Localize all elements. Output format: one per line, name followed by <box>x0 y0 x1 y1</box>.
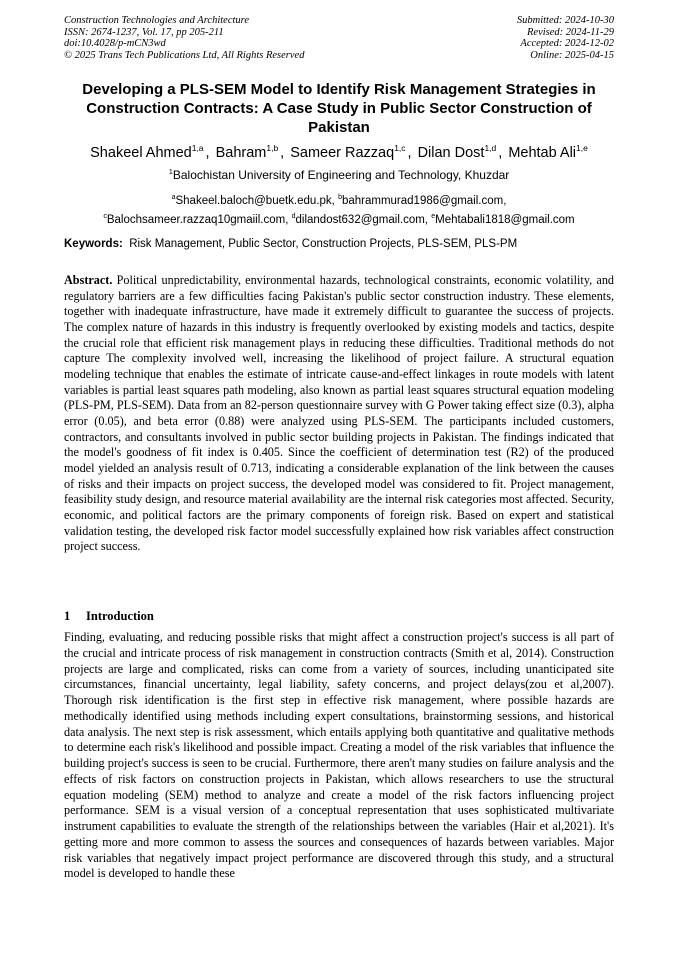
email[interactable] <box>172 195 335 207</box>
author-name: Mehtab Ali <box>508 144 577 161</box>
email[interactable] <box>292 214 428 226</box>
author-affil-mark: 1,b <box>266 143 279 153</box>
email-address[interactable]: bahrammurad1986@gmail.com, <box>341 194 507 207</box>
author-name: Shakeel Ahmed <box>90 144 192 161</box>
email-mark: e <box>431 212 436 220</box>
revised-date: Revised: 2024-11-29 <box>527 26 614 38</box>
email-address[interactable]: dilandost632@gmail.com, <box>295 213 428 226</box>
author-name: Bahram <box>215 144 267 161</box>
email[interactable] <box>338 195 506 207</box>
author <box>216 145 279 161</box>
section-number: 1 <box>64 609 71 623</box>
author <box>290 145 405 161</box>
keywords <box>64 238 619 250</box>
doi[interactable]: doi:10.4028/p-mCN3wd <box>64 38 166 50</box>
author-list: Shakeel Ahmed$^{1,a}$ , Bahram$^{1,b}$ , Sameer Razzaq$^{1,c}$ , Dilan Dost$^{1,d}$ , Mehtab Ali$^{1,e}$ <box>90 143 588 161</box>
keywords-label: Keywords: <box>64 238 123 250</box>
journal-info <box>64 15 304 61</box>
paper-title: Developing a PLS-SEM Model to Identify Risk Management Strategies in Construction Contracts: A Case Study in Public Sector Construction of Pakistan <box>82 81 596 136</box>
author <box>508 145 588 161</box>
accepted-date: Accepted: 2024-12-02 <box>520 38 614 50</box>
author-affil-mark: 1,c <box>394 143 406 153</box>
submitted-date: Submitted: 2024-10-30 <box>516 15 614 26</box>
publication-dates <box>517 15 614 61</box>
introduction-body: Finding, evaluating, and reducing possible risks that might affect a construction project's success is all part of the crucial and intricate process of risk management in construction contracts (Smith et al, 2014). Construction projects are large and complicated, risks can come from a variety of sources, including unanticipated site circumstances, financial uncertainty, legal liability, safety concerns, and project delays(zou et al,2007). Thorough risk identification is the first step in effective risk management, where possible hazards are methodically identified using methods including expert consultations, brainstorming sessions, and historical data analysis. The next step is risk assessment, which entails applying both quantitative and qualitative methods to determine each risk's likelihood and possible impact. Creating a model of the risk variables that influence the building project's success is seen to be crucial. Furthermore, there aren't many studies on failure analysis and the effects of risk factors on construction projects in Pakistan, which allows researchers to use the structural equation modeling (SEM) method to analyze and create a model of the risk factors influencing project performance. SEM is a visual version of a conceptual representation that uses sophisticated multivariate instrument capabilities to evaluate the strength of the relationships between the variables (Hair et al,2021). It's getting more and more common to assess the sources and consequences of hazards between variables. Major risk variables that negatively impact project performance are discovered through this study, and a structural model is developed to handle these <box>64 630 614 881</box>
abstract <box>64 273 614 555</box>
author-affil-mark: 1,a <box>191 143 204 153</box>
email-mark: d <box>291 212 296 220</box>
issn: ISSN: 2674-1237, Vol. 17, pp 205-211 <box>64 26 224 38</box>
section-title: Introduction <box>86 609 154 623</box>
author <box>90 145 203 161</box>
keywords-text: Risk Management, Public Sector, Construction Projects, PLS-SEM, PLS-PM <box>129 238 518 250</box>
email-address[interactable]: Mehtabali1818@gmail.com <box>435 213 575 226</box>
journal-name: Construction Technologies and Architecture <box>64 15 250 26</box>
author-affil-mark: 1,d <box>484 143 497 153</box>
abstract-text: Political unpredictability, environmental hazards, technological constraints, economic volatility, and regulatory barriers are a few difficulties facing Pakistan's public sector construction industry. These elements, together with inadequate infrastructure, have made it extremely difficult to guarantee the success of projects. The complex nature of hazards in this industry is frequently overlooked by existing models and tactics, despite the crucial role that efficient risk management plays in reducing these difficulties. Traditional methods do not capture The complexity involved well, increasing the likelihood of project failure. A structural equation modeling technique that enables the estimate of intricate cause-and-effect linkages in route models with latent variables is partial least squares path modeling, also known as partial least squares structural equation modeling (PLS-PM, PLS-SEM). Data from an 82-person questionnaire survey with G Power taking effect size (0.3), alpha error (0.05), and beta error (0.88) were analyzed using PLS-SEM. The participants included customers, contractors, and consultants involved in public sector building projects in Pakistan. The findings indicated that the model's goodness of fit index is 0.405. Since the coefficient of determination test (R2) of the produced model yielded an analysis result of 0.713, indicating a considerable explanation of the link between the causes of risks and their impacts on project success, the developed model was considered to fit. Project management, feasibility study design, and resource material availability are the internal risk categories most affected. Security, economic, and political factors are the primary components of foreign risk. Based on expert and statistical validation testing, the developed risk factor model successfully explained how risk variables affect construction project success. <box>64 273 615 554</box>
email-mark: b <box>338 194 342 201</box>
copyright: © 2025 Trans Tech Publications Ltd, All Rights Reserved <box>64 49 305 61</box>
email-line-1 <box>30 190 648 209</box>
email-address[interactable]: Balochsameer.razzaq10gmaiil.com, <box>106 213 289 226</box>
email[interactable] <box>431 214 574 226</box>
email-line-2 <box>30 209 648 228</box>
email[interactable] <box>103 214 288 226</box>
affiliation <box>30 167 648 182</box>
section-heading-introduction <box>64 609 154 624</box>
author-name: Sameer Razzaq <box>290 144 395 161</box>
email-mark: c <box>103 212 107 220</box>
author-affil-mark: 1,e <box>576 143 588 153</box>
affiliation-mark: 1 <box>168 167 173 176</box>
online-date: Online: 2025-04-15 <box>530 49 614 61</box>
author <box>418 145 497 161</box>
email-address[interactable]: Shakeel.baloch@buetk.edu.pk, <box>175 194 335 207</box>
author-name: Dilan Dost <box>417 144 485 161</box>
affiliation-text: Balochistan University of Engineering and Technology, Khuzdar <box>172 168 510 182</box>
abstract-label: Abstract. <box>64 273 113 287</box>
author-emails <box>30 190 648 228</box>
email-mark: a <box>171 194 176 201</box>
